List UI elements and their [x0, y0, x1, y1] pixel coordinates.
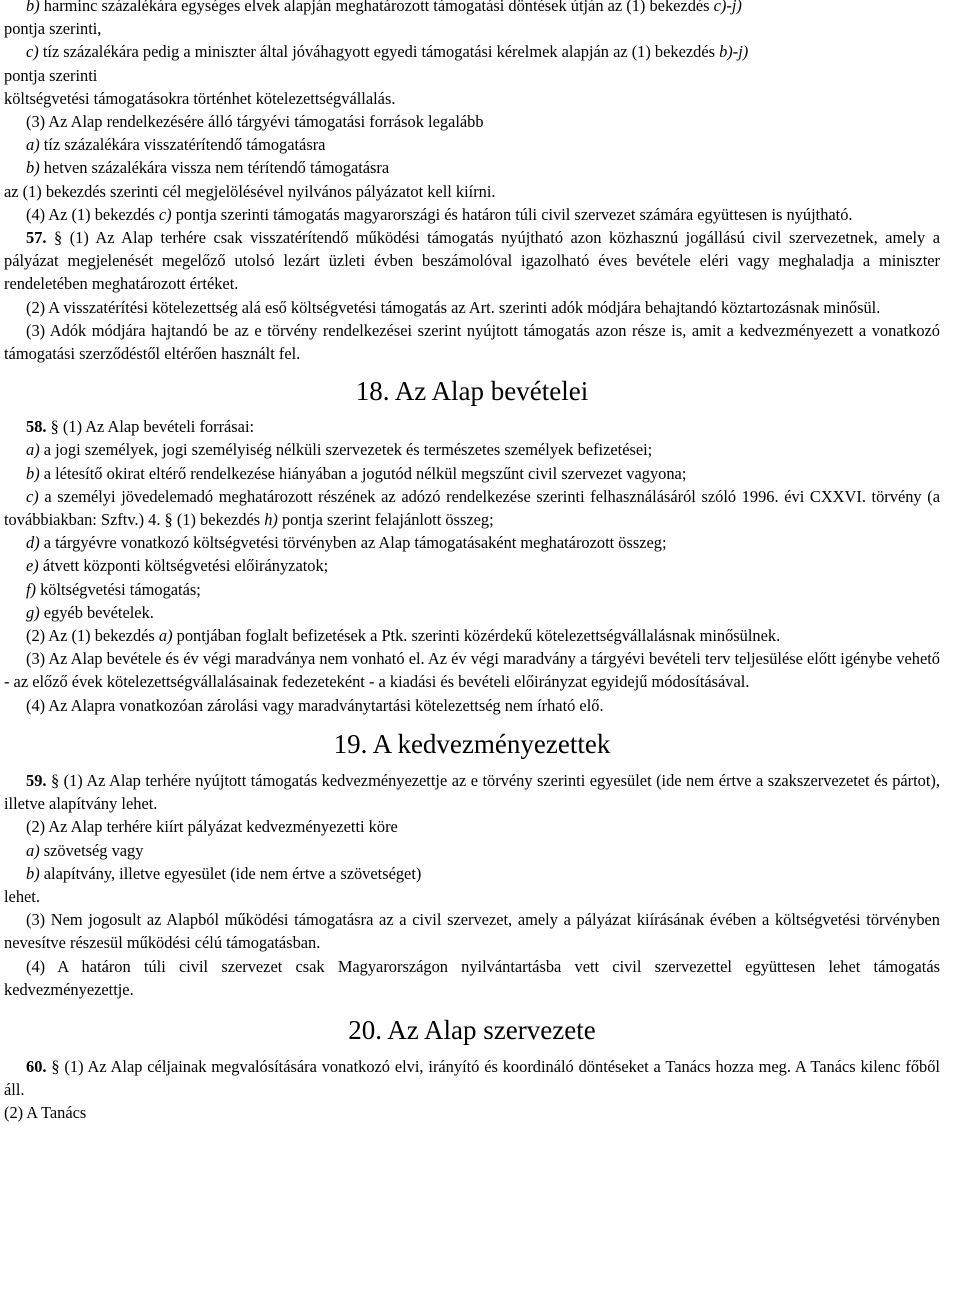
list-item-text: a jogi személyek, jogi személyiség nélküli szervezetek és természetes személyek befizetései; [39, 440, 653, 460]
chapter-heading: 19. A kedvezményezettek [333, 728, 611, 759]
paragraph: (3) Adók módjára hajtandó be az e törvény rendelkezései szerint nyújtott támogatás azon része is, amit a kedvezményezett a vonatkozó támogatási szerződéstől eltérően használt fel. [4, 320, 940, 364]
list-letter: a) [26, 440, 40, 460]
section-57 [4, 226, 940, 296]
list-item-text: szövetség vagy [39, 840, 144, 860]
section-sign: § [51, 1056, 60, 1076]
paragraph: (3) Az Alap rendelkezésére álló tárgyévi támogatási források legalább [26, 112, 484, 132]
list-item [4, 578, 940, 601]
paragraph-text: (1) Az Alap terhére csak visszatérítendő működési támogatás nyújtható azon közhasznú jogállású civil szervezetnek, amely a pályázat megjelenését megelőző utolsó lezárt üzleti évben beszámolóval igazolható éves bevétele eléri vagy meghaladja a miniszter rendeletében meghatározott értéket. [4, 228, 941, 294]
paragraph-text: (1) Az Alap céljainak megvalósítására vonatkozó elvi, irányító és koordináló döntéseket a Tanács hozza meg. A Tanács kilenc főből áll. [4, 1056, 940, 1100]
reference: a) [158, 626, 173, 646]
list-letter: g) [26, 602, 40, 622]
reference: c)-j) [713, 0, 742, 15]
section-sign: § [50, 417, 59, 437]
section-60 [4, 1055, 940, 1101]
list-letter: f) [26, 579, 37, 599]
list-item [4, 862, 940, 885]
section-sign: § [50, 770, 60, 790]
paragraph-text: harminc százalékára egységes elvek alapján meghatározott támogatási döntések útján az (1) bekezdés [39, 0, 714, 15]
reference: b)-j) [719, 42, 749, 62]
paragraph: az (1) bekezdés szerinti cél megjelölésével nyilvános pályázatot kell kiírni. [4, 181, 496, 201]
paragraph-text: (1) Az Alap bevételi forrásai: [58, 417, 255, 437]
paragraph: (3) Nem jogosult az Alapból működési támogatásra az a civil szervezet, amely a pályázat kiírásának évében a költségvetési törvényben nevesítve részesül működési célú támogatásban. [4, 910, 940, 953]
paragraph: (2) A visszatérítési kötelezettség alá eső költségvetési támogatás az Art. szerinti adók módjára behajtandó köztartozásnak minősül. [26, 297, 881, 317]
paragraph-text: pontjában foglalt befizetések a Ptk. szerinti közérdekű kötelezettségvállalásnak minősülnek. [172, 626, 781, 646]
paragraph: (2) Az Alap terhére kiírt pályázat kedvezményezetti köre [26, 817, 398, 837]
list-letter: a) [26, 135, 40, 155]
list-item [4, 156, 940, 179]
paragraph: (2) A Tanács [4, 1103, 87, 1123]
list-letter: b) [26, 863, 40, 883]
reference: c) [158, 204, 172, 224]
list-item-text: alapítvány, illetve egyesület (ide nem értve a szövetséget) [39, 863, 422, 883]
list-item-text: a tárgyévre vonatkozó költségvetési törvényben az Alap támogatásaként meghatározott összeg; [39, 533, 667, 553]
list-letter: a) [26, 840, 40, 860]
section-number: 58. [26, 417, 47, 437]
paragraph [4, 40, 940, 63]
section-number: 59. [26, 770, 47, 790]
section-number: 57. [26, 228, 47, 248]
list-item [4, 438, 940, 461]
chapter-heading: 20. Az Alap szervezete [348, 1014, 596, 1045]
paragraph-text: pontja szerinti támogatás magyarországi és határon túli civil szervezet számára együttesen is nyújtható. [171, 204, 853, 224]
list-letter: b) [26, 158, 40, 178]
paragraph: lehet. [4, 886, 40, 906]
list-letter: b) [26, 463, 40, 483]
paragraph [4, 0, 940, 17]
list-letter: e) [26, 556, 39, 576]
section-sign: § [164, 510, 173, 530]
section-sign: § [54, 228, 63, 248]
paragraph-text: tíz százalékára pedig a miniszter által jóváhagyott egyedi támogatási kérelmek alapján az (1) bekezdés [38, 42, 720, 62]
list-item [4, 133, 940, 156]
list-letter: c) [26, 486, 39, 506]
paragraph-text: (1) Az Alap terhére nyújtott támogatás kedvezményezettje az e törvény szerinti egyesület (ide nem értve a szakszervezetet és pártot), illetve alapítvány lehet. [4, 770, 940, 814]
paragraph: költségvetési támogatásokra történhet kötelezettségvállalás. [4, 88, 396, 108]
list-letter: c) [26, 42, 39, 62]
list-item-text: költségvetési támogatás; [36, 579, 201, 599]
paragraph: (4) A határon túli civil szervezet csak Magyarországon nyilvántartásba vett civil szervezettel együttesen lehet támogatás kedvezményezettje. [4, 956, 940, 999]
paragraph: pontja szerinti, [4, 19, 102, 39]
list-item [4, 554, 940, 577]
paragraph: (3) Az Alap bevétele és év végi maradványa nem vonható el. Az év végi maradvány a tárgyévi bevételi terv teljesülése előtt igénybe vehető - az előző évek kötelezettségvállalásainak fedezeteként - a kiadási és bevételi előirányzat egyidejű módosításával. [4, 649, 940, 692]
list-item-text: (1) bekezdés [172, 510, 265, 530]
paragraph-text: (2) Az (1) bekezdés [26, 626, 159, 646]
list-letter: d) [26, 533, 40, 553]
list-item-text: átvett központi költségvetési előirányzatok; [38, 556, 329, 576]
list-item [4, 485, 940, 531]
paragraph [4, 203, 940, 226]
list-item [4, 531, 940, 554]
paragraph-text: (4) Az (1) bekezdés [26, 204, 159, 224]
chapter-heading: 18. Az Alap bevételei [355, 376, 589, 407]
reference: h) [264, 510, 278, 530]
list-item [4, 462, 940, 485]
list-item [4, 839, 940, 862]
list-item-text: a létesítő okirat eltérő rendelkezése hiányában a jogutód nélkül megszűnt civil szervezet vagyona; [39, 463, 687, 483]
list-item-text: tíz százalékára visszatérítendő támogatásra [39, 135, 326, 155]
list-item-text: egyéb bevételek. [39, 602, 154, 622]
section-58 [4, 415, 940, 438]
paragraph: pontja szerinti [4, 65, 98, 85]
list-item [4, 601, 940, 624]
section-59 [4, 769, 940, 815]
paragraph [4, 624, 940, 647]
section-number: 60. [26, 1056, 47, 1076]
list-item-text: pontja szerint felajánlott összeg; [277, 510, 494, 530]
paragraph: (4) Az Alapra vonatkozóan zárolási vagy maradványtartási kötelezettség nem írható elő. [26, 695, 604, 715]
list-item-text: a személyi jövedelemadó meghatározott részének az adózó rendelkezése szerinti felhasználásáról szóló 1996. évi CXXVI. törvény (a továbbiakban: Szftv.) 4. [4, 486, 940, 530]
list-item-text: hetven százalékára vissza nem térítendő támogatásra [39, 158, 390, 178]
list-letter: b) [26, 0, 40, 15]
